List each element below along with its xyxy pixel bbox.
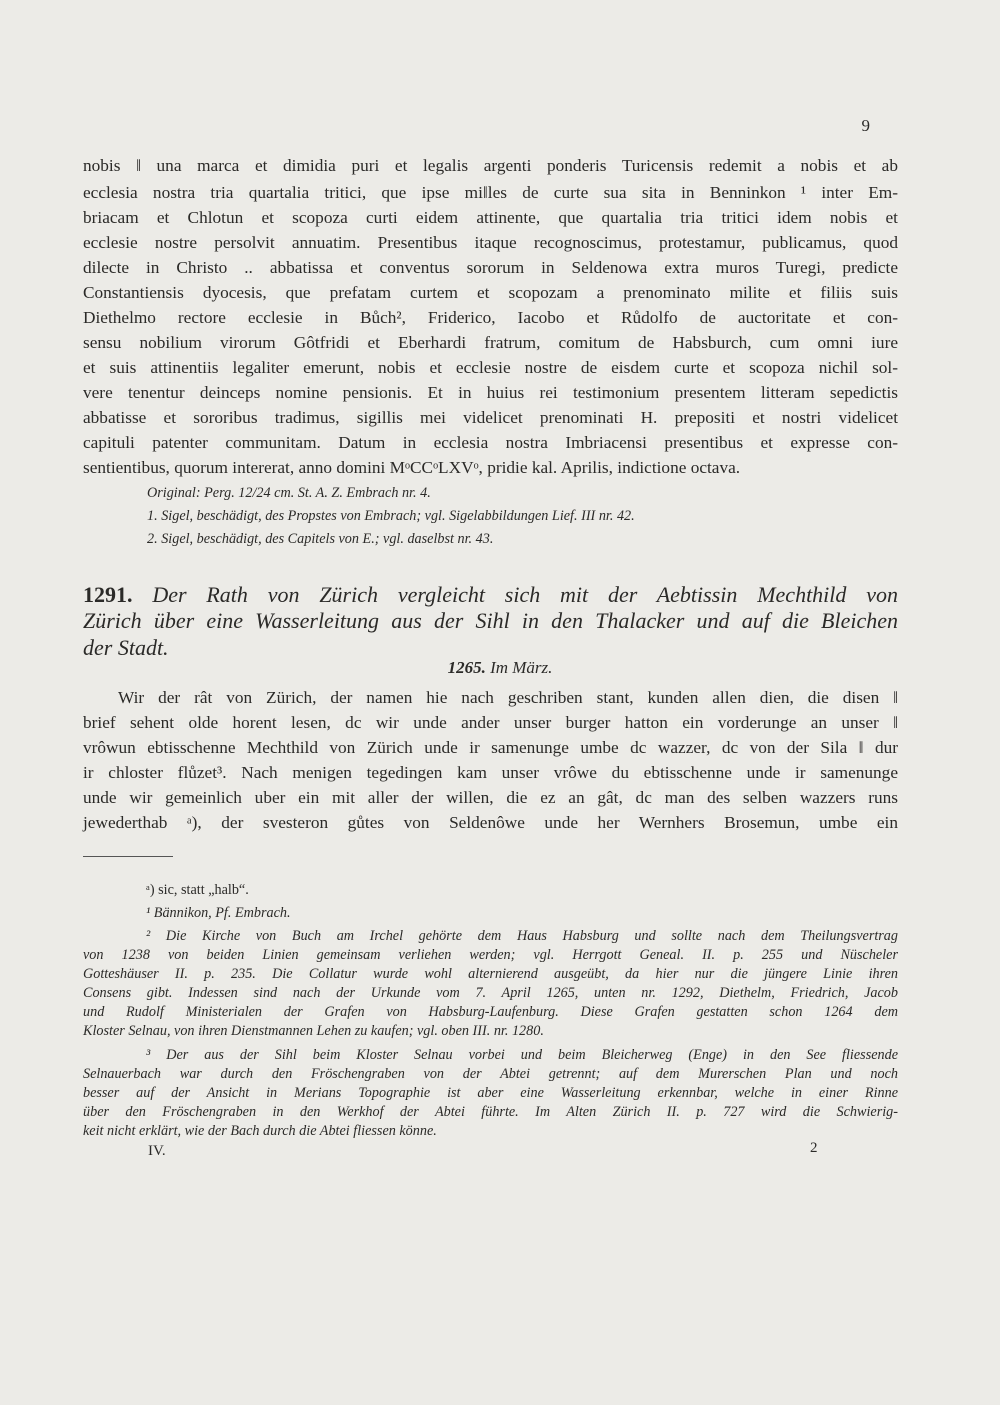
text-line: ecclesia nostra tria quartalia tritici, que ipse mi‖les de curte sua sita in Benninkon ¹ inter Em- (83, 183, 898, 202)
text-line: Constantiensis dyocesis, que prefatam curtem et scopozam a prenominato milite et filiis suis (83, 283, 898, 302)
footnote-3: besser auf der Ansicht in Merians Topographie ist aber eine Wasserleitung erkennbar, welche in einer Rinne (83, 1085, 898, 1101)
footnote-a: ᵃ) sic, statt „halb“. (146, 882, 249, 898)
text-line: capituli patenter communitam. Datum in ecclesia nostra Imbriacensi presentibus et expresse con- (83, 433, 898, 452)
text-line: Diethelmo rectore ecclesie in Bůch², Friderico, Iacobo et Růdolfo de auctoritate et con- (83, 308, 898, 327)
sheet-signature: 2 (810, 1140, 818, 1156)
text-line: et suis attinentiis legaliter emerunt, nobis et ecclesie nostre de eisdem curte et scopoza nichil sol- (83, 358, 898, 377)
footnote-3: ³ Der aus der Sihl beim Kloster Selnau vorbei und beim Bleicherweg (Enge) in den See fliessende (146, 1047, 898, 1063)
footnote-3: Selnauerbach war durch den Fröschengraben von der Abtei getrennt; auf dem Murerschen Plan und noch (83, 1066, 898, 1082)
text-line: brief sehent olde horent lesen, dc wir unde ander unser burger hatton ein vorderunge an unser ‖ (83, 713, 898, 732)
footnote-1: ¹ Bännikon, Pf. Embrach. (146, 905, 291, 921)
document-number: 1291. (83, 582, 133, 607)
text-line: vrôwun ebtisschenne Mechthild von Zürich unde ir samenunge umbe dc wazzer, dc von der Sila ‖ dur (83, 738, 898, 757)
source-note-seal: 2. Sigel, beschädigt, des Capitels von E.; vgl. daselbst nr. 43. (147, 531, 494, 547)
source-note-original: Original: Perg. 12/24 cm. St. A. Z. Embrach nr. 4. (147, 485, 431, 501)
date-year: 1265. (447, 658, 486, 677)
source-note-seal: 1. Sigel, beschädigt, des Propstes von Embrach; vgl. Sigelabbildungen Lief. III nr. 42. (147, 508, 635, 524)
footnote-2: Kloster Selnau, von ihren Dienstmannen Lehen zu kaufen; vgl. oben III. nr. 1280. (83, 1023, 544, 1039)
text-line: sentientibus, quorum intererat, anno domini MᵒCCᵒLXVᵒ, pridie kal. Aprilis, indictione octava. (83, 458, 741, 477)
date-month: Im März. (490, 658, 553, 677)
footnote-divider (83, 856, 173, 857)
footnote-2: von 1238 von beiden Linien gemeinsam verliehen werden; vgl. Herrgott Geneal. II. p. 255 und Nüscheler (83, 947, 898, 963)
footnote-3: keit nicht erklärt, wie der Bach durch die Abtei fliessen könne. (83, 1123, 437, 1139)
document-date (0, 658, 1000, 678)
footnote-2: und Rudolf Ministerialen der Grafen von Habsburg-Laufenburg. Diese Grafen gestatten schon 1264 dem (83, 1004, 898, 1020)
text-line: briacam et Chlotun et scopoza curti eidem attinente, que quartalia tria tritici idem nobis et (83, 208, 898, 227)
document-title-line (83, 581, 898, 609)
text-line: vere tenentur deinceps nomine pensionis. Et in huius rei testimonium presentem litteram sepedictis (83, 383, 898, 402)
text-line: ir chloster flůzet³. Nach menigen tegedingen kam unser vrôwe du ebtisschenne unde ir samenunge (83, 763, 898, 782)
footnote-2: Consens gibt. Indessen sind nach der Urkunde vom 7. April 1265, unten nr. 1292, Diethelm, Friedrich, Jacob (83, 985, 898, 1001)
footnote-2: Gotteshäuser II. p. 235. Die Collatur wurde wohl alternierend ausgeübt, da hier nur die jüngere Linie ihren (83, 966, 898, 982)
text-line: dilecte in Christo .. abbatissa et conventus sororum in Seldenowa extra muros Turegi, predicte (83, 258, 898, 277)
text-line: nobis ‖ una marca et dimidia puri et legalis argenti ponderis Turicensis redemit a nobis et ab (83, 156, 898, 175)
footnote-3: über den Fröschengraben in den Werkhof der Abtei führte. Im Alten Zürich II. p. 727 wird die Schwierig- (83, 1104, 898, 1120)
document-title-line: der Stadt. (83, 635, 169, 660)
document-title-line: Zürich über eine Wasserleitung aus der Sihl in den Thalacker und auf die Bleichen (83, 608, 898, 633)
text-line: unde wir gemeinlich uber ein mit aller der willen, die ez an gât, dc man des selben wazzers runs (83, 788, 898, 807)
page-number: 9 (861, 116, 870, 135)
text-line: jewederthab ᵃ), der svesteron gůtes von Seldenôwe unde her Wernhers Brosemun, umbe ein (83, 813, 898, 832)
footnote-2: ² Die Kirche von Buch am Irchel gehörte dem Haus Habsburg und sollte nach dem Theilungsvertrag (146, 928, 898, 944)
volume-signature: IV. (148, 1143, 166, 1159)
text-line: abbatisse et sororibus tradimus, sigillis mei videlicet prenominati H. prepositi et nostri videlicet (83, 408, 898, 427)
text-line: Wir der rât von Zürich, der namen hie nach geschriben stant, kunden allen dien, die disen ‖ (118, 688, 898, 707)
text-line: ecclesie nostre persolvit annuatim. Presentibus itaque recognoscimus, protestamur, publicamus, quod (83, 233, 898, 252)
text-line: sensu nobilium virorum Gôtfridi et Eberhardi fratrum, comitum de Habsburch, cum omni iure (83, 333, 898, 352)
document-title-text: Der Rath von Zürich vergleicht sich mit der Aebtissin Mechthild von (152, 582, 898, 607)
